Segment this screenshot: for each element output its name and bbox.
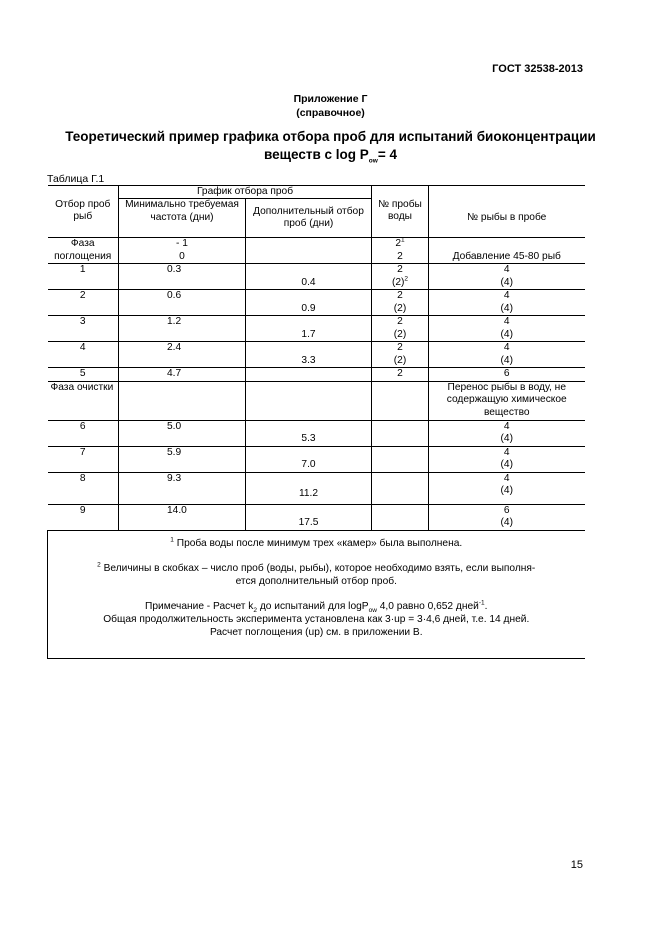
notes-row (48, 530, 585, 658)
row-freq: 5.9 (119, 446, 246, 472)
appendix-subtitle: (справочное) (296, 107, 365, 119)
header-water-no: № пробы воды (372, 199, 429, 238)
uptake-water-b: 2 (397, 250, 403, 262)
appendix-title: Приложение Г (293, 93, 368, 105)
row-extra: 7.0 (246, 446, 372, 472)
title-subscript: ow (368, 157, 378, 165)
note-ow-sub: ow (368, 606, 377, 614)
row-fish (429, 420, 585, 446)
title-line-2 (0, 146, 661, 164)
table-label: Таблица Г.1 (47, 173, 105, 185)
row-number: 2 (48, 290, 119, 316)
row-freq: 9.3 (119, 472, 246, 504)
footnote-1 (51, 537, 582, 550)
row-fish (429, 504, 585, 530)
row-fish-b: (4) (500, 485, 513, 497)
row-number: 8 (48, 472, 119, 504)
row-fish (429, 342, 585, 368)
row-number: 1 (48, 264, 119, 290)
header-fish-no: № рыбы в пробе (429, 199, 585, 238)
row-fish-b: (4) (500, 302, 513, 314)
row-freq: 0.6 (119, 290, 246, 316)
row-water-a: 2 (397, 342, 403, 354)
table-row (48, 504, 585, 530)
sampling-table (47, 185, 585, 659)
table-row (48, 472, 585, 504)
uptake-freq (119, 238, 246, 264)
row-extra: 1.7 (246, 316, 372, 342)
row-water-b: (2) (393, 302, 407, 314)
row-extra: 5.3 (246, 420, 372, 446)
row-fish-b: (4) (500, 328, 513, 340)
row-fish-b: (4) (500, 433, 513, 445)
row-fish-a: 4 (503, 446, 510, 458)
table-row (48, 446, 585, 472)
row-fish-a: 6 (503, 504, 510, 516)
table-row (48, 264, 585, 290)
row-number: 7 (48, 446, 119, 472)
document-title (0, 128, 661, 164)
row-fish (429, 472, 585, 504)
row-freq: 14.0 (119, 504, 246, 530)
row-fish-a: 4 (503, 316, 510, 328)
footnote-1-mark: 1 (170, 536, 174, 544)
row-water-a: 2 (397, 316, 403, 328)
row-freq: 4.7 (119, 368, 246, 381)
row-number: 4 (48, 342, 119, 368)
row-fish: 6 (429, 368, 585, 381)
row-number: 5 (48, 368, 119, 381)
depuration-fish: Перенос рыбы в воду, не содержащую химическое вещество (429, 381, 585, 420)
row-fish-b: (4) (500, 276, 513, 288)
table-row (48, 290, 585, 316)
uptake-freq-a: - 1 (176, 238, 188, 250)
depuration-phase: Фаза очистки (48, 381, 119, 420)
note-k2-sub: 2 (253, 606, 257, 614)
note-uptake-ref: Расчет поглощения (up) см. в приложении В. (209, 626, 423, 638)
appendix-heading (0, 92, 661, 120)
footnote-2-mark: 2 (97, 561, 101, 569)
footnote-2-line-2: ется дополнительный отбор проб. (235, 575, 397, 587)
row-water (372, 264, 429, 290)
row-water (372, 290, 429, 316)
uptake-freq-b: 0 (179, 250, 185, 262)
footnote-ref-2: 2 (404, 275, 409, 283)
row-freq: 0.3 (119, 264, 246, 290)
uptake-fish: Добавление 45-80 рыб (429, 238, 585, 264)
note-k2-a: Примечание - Расчет k (145, 600, 254, 612)
page-number: 15 (570, 859, 583, 871)
uptake-water-a: 2 (395, 238, 402, 250)
row-fish (429, 290, 585, 316)
note-k2-c: 4,0 равно 0,652 дней (376, 600, 479, 612)
title-line-1: Теоретический пример графика отбора проб для испытаний биоконцентрации (65, 129, 596, 144)
row-freq: 5.0 (119, 420, 246, 446)
header-sample: Отбор проб рыб (48, 199, 119, 238)
note-k2 (51, 600, 582, 613)
footnote-ref-1: 1 (401, 237, 405, 245)
row-extra: 17.5 (246, 504, 372, 530)
row-fish (429, 264, 585, 290)
row-fish-a: 4 (503, 472, 510, 484)
row-fish-a: 4 (503, 342, 510, 354)
row-water: 2 (372, 368, 429, 381)
schedule-header: График отбора проб (119, 186, 372, 199)
note-k2-b: до испытаний для logP (257, 600, 369, 612)
table-row (48, 420, 585, 446)
row-extra: 0.4 (246, 264, 372, 290)
row-water-a: 2 (397, 264, 403, 276)
row-number: 3 (48, 316, 119, 342)
row-water (372, 316, 429, 342)
row-water (372, 342, 429, 368)
depuration-row (48, 381, 585, 420)
row-fish-b: (4) (500, 517, 513, 529)
note-duration: Общая продолжительность эксперимента установлена как 3·up = 3·4,6 дней, т.е. 14 дней. (103, 613, 530, 625)
table-row (48, 368, 585, 381)
title-suffix: = 4 (377, 147, 397, 162)
table-row (48, 342, 585, 368)
row-fish-a: 4 (503, 290, 510, 302)
uptake-water (372, 238, 429, 264)
row-extra: 3.3 (246, 342, 372, 368)
note-k2-sup: -1 (478, 599, 485, 607)
row-fish-a: 4 (503, 420, 510, 432)
header-min-freq: Минимально требуемая частота (дни) (119, 199, 246, 238)
row-fish-b: (4) (500, 354, 513, 366)
row-water-b: (2) (391, 276, 405, 288)
header-extra: Дополнительный отбор проб (дни) (246, 199, 372, 238)
note-k2-d: . (484, 600, 488, 612)
footnote-1-text: Проба воды после минимум трех «камер» была выполнена. (173, 537, 463, 549)
standard-number: ГОСТ 32538-2013 (492, 63, 583, 75)
footnote-2 (51, 562, 582, 588)
row-water-b: (2) (393, 354, 407, 366)
row-water-a: 2 (397, 290, 403, 302)
table-row (48, 316, 585, 342)
row-extra: 0.9 (246, 290, 372, 316)
row-fish-b: (4) (500, 459, 513, 471)
row-fish (429, 446, 585, 472)
row-fish (429, 316, 585, 342)
row-number: 9 (48, 504, 119, 530)
note-block (51, 600, 582, 639)
title-prefix: веществ с log P (264, 147, 369, 162)
notes-cell (48, 530, 585, 658)
footnote-2-line-1: Величины в скобках – число проб (воды, рыбы), которое необходимо взять, если выполня- (100, 562, 536, 574)
row-extra: 11.2 (246, 472, 372, 504)
uptake-phase: Фаза поглощения (48, 238, 119, 264)
row-fish-a: 4 (503, 264, 510, 276)
row-number: 6 (48, 420, 119, 446)
uptake-row (48, 238, 585, 264)
row-freq: 1.2 (119, 316, 246, 342)
row-water-b: (2) (393, 328, 407, 340)
row-freq: 2.4 (119, 342, 246, 368)
